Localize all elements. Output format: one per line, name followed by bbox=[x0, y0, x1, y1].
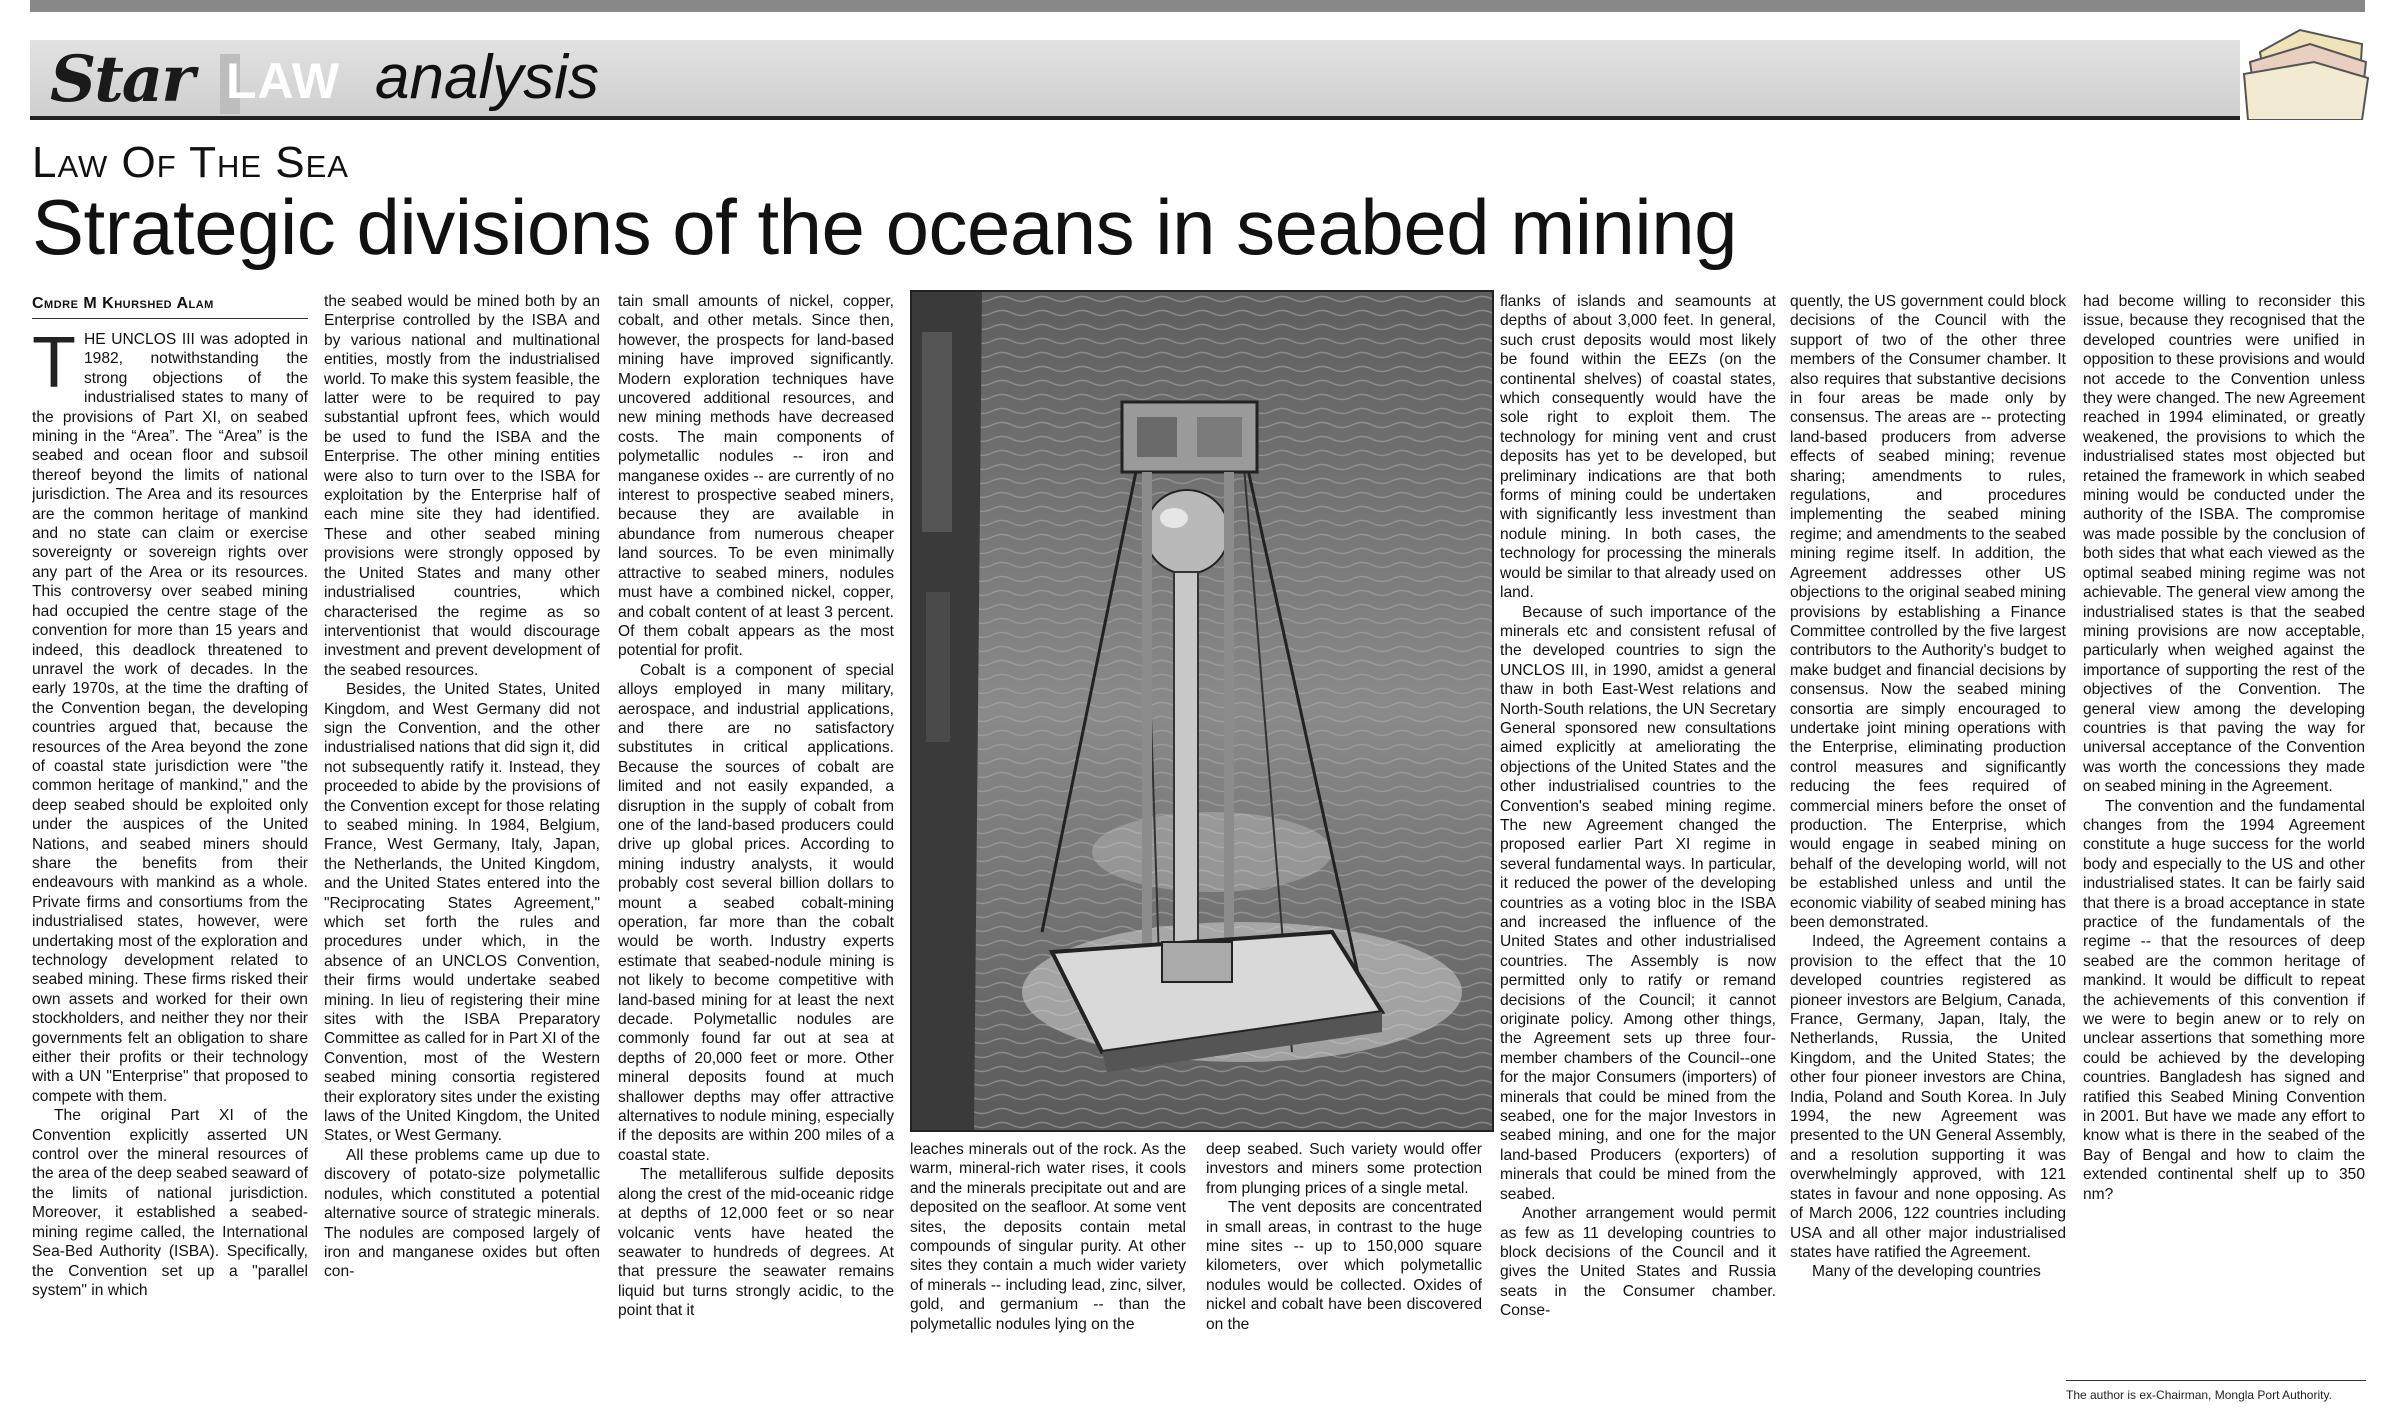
paragraph: Many of the developing countries bbox=[1812, 1263, 2041, 1281]
article-byline: Cmdre M Khurshed Alam bbox=[32, 295, 214, 312]
section-banner bbox=[30, 40, 2240, 120]
article-column-5 bbox=[1206, 1140, 1482, 1398]
article-column-2 bbox=[324, 292, 600, 1398]
paragraph: leaches minerals out of the rock. As the warm, mineral-rich water rises, it cools and the minerals precipitate out and are deposited on the seafloor. At some vent sites, the deposits contain metal compounds of singular purity. At other sites they contain a much wider variety of minerals -- including lead, zinc, silver, gold, and germanium -- than the polymetallic nodules lying on the bbox=[910, 1141, 1186, 1333]
article-column-7 bbox=[1790, 292, 2066, 1398]
article-column-3 bbox=[618, 292, 894, 1398]
footnote-rule bbox=[2066, 1380, 2366, 1381]
paragraph: The convention and the fundamental changes from the 1994 Agreement constitute a huge success for the world body and especially to the US and other industrialised states. It can be fairly said that there is a broad acceptance in state practice of the fundamentals of the regime -- that the resources of deep seabed are the common heritage of mankind. It would be difficult to repeat the achievements of this convention if we were to begin anew or to rely on unclear assertions that something more could be achieved by the developing countries. Bangladesh has signed and ratified this Seabed Mining Convention in 2001. But have we made any effort to know what is there in the seabed of the Bay of Bengal and how to claim the extended continental shelf up to 350 nm? bbox=[2083, 797, 2365, 1203]
article-headline: Strategic divisions of the oceans in seabed mining bbox=[32, 183, 1738, 271]
section-suffix: analysis bbox=[375, 43, 599, 112]
article-column-1 bbox=[32, 330, 308, 1398]
masthead-logo: Star bbox=[50, 42, 193, 117]
article-kicker: Law Of The Sea bbox=[32, 138, 349, 187]
paragraph: The metalliferous sulfide deposits along the crest of the mid-oceanic ridge at depths of 12,000 feet or so near volcanic vents have heated the seawater to hundreds of degrees. At that pressure the seawater remains liquid but turns strongly acidic, to the point that it bbox=[618, 1166, 894, 1320]
banner-background bbox=[30, 40, 2240, 116]
paragraph: had become willing to reconsider this issue, because they recognised that the developed countries were unified in opposition to these provisions and would not accede to the Convention unless they were changed. The new Agreement reached in 1994 eliminated, or greatly weakened, the provisions to which the industrialised states most objected but retained the framework in which seabed mining would be conducted under the authority of the ISBA. The compromise was made possible by the conclusion of both sides that what each viewed as the optimal seabed mining regime was not achievable. The general view among the industrialised states is that the seabed mining provisions are now acceptable, particularly when weighed against the importance of supporting the rest of the objectives of the Convention. The general view among the developing countries is that paving the way for universal acceptance of the Convention was worth the concessions they made on seabed mining in the Agreement. bbox=[2083, 293, 2365, 796]
seabed-mining-photo bbox=[910, 290, 1494, 1132]
drop-cap: T bbox=[32, 330, 76, 403]
byline-rule bbox=[32, 318, 308, 319]
folder-icon bbox=[2240, 22, 2370, 120]
paragraph: tain small amounts of nickel, copper, cobalt, and other metals. Since then, however, the prospects for land-based mining have improved significantly. Modern exploration techniques have uncovered additional resources, and new mining methods have decreased costs. The main components of polymetallic nodules -- iron and manganese oxides -- are currently of no interest to prospective seabed miners, because they are available in abundance from numerous cheaper land sources. To be even minimally attractive to seabed miners, nodules must have a combined nickel, copper, and cobalt content of at least 3 percent. Of them cobalt appears as the most potential for profit. bbox=[618, 293, 894, 660]
paragraph: Another arrangement would permit as few as 11 developing countries to block decisions of the Council and it gives the United States and Russia seats in the Consumer chamber. Conse- bbox=[1500, 1205, 1776, 1320]
paragraph: flanks of islands and seamounts at depths of about 3,000 feet. In general, such crust deposits would most likely be found within the EEZs (on the continental shelves) of coastal states, which consequently would have the sole right to exploit them. The technology for mining vent and crust deposits has yet to be developed, but preliminary indications are that both forms of mining could be undertaken with significantly less investment than nodule mining. In both cases, the technology for processing the minerals would be similar to that already used on land. bbox=[1500, 293, 1776, 602]
paragraph: Cobalt is a component of special alloys employed in many military, aerospace, and industrial applications, and there are no satisfactory substitutes in critical applications. Because the sources of cobalt are limited and not easily expanded, a disruption in the supply of cobalt from one of the land-based producers could drive up global prices. According to mining industry analysts, it would probably cost several billion dollars to mount a seabed cobalt-mining operation, far more than the cobalt would be worth. Industry experts estimate that seabed-nodule mining is not likely to become competitive with land-based mining for at least the next decade. Polymetallic nodules are commonly found far out at sea at depths of 20,000 feet or more. Other mineral deposits found at much shallower depths may offer attractive alternatives to nodule mining, especially if the deposits are within 200 miles of a coastal state. bbox=[618, 661, 894, 1164]
author-footnote: The author is ex-Chairman, Mongla Port Authority. bbox=[2066, 1388, 2332, 1402]
paragraph: quently, the US government could block decisions of the Council with the support of two of the other three members of the Consumer chamber. It also requires that substantive decisions in four areas be made only by consensus. The areas are -- protecting land-based producers from adverse effects of seabed mining; revenue sharing; amendments to rules, regulations, and procedures implementing the seabed mining regime; and amendments to the seabed mining regime itself. In addition, the Agreement addresses other US objections to the original seabed mining provisions by establishing a Finance Committee controlled by the five largest contributors to the Authority's budget to make budget and financial decisions by consensus. Now the seabed mining consortia are simply encouraged to undertake joint mining operations with the Enterprise, eliminating production control measures and significantly reducing the fees required of commercial miners before the onset of production. The Enterprise, which would engage in seabed mining on behalf of the developing world, will not be established unless and until the economic viability of seabed mining has been demonstrated. bbox=[1790, 293, 2066, 931]
paragraph: deep seabed. Such variety would offer investors and miners some protection from plunging prices of a single metal. bbox=[1206, 1141, 1482, 1197]
paragraph: The original Part XI of the Convention explicitly asserted UN control over the mineral resources of the area of the deep seabed seaward of the limits of national jurisdiction. Moreover, it established a seabed-mining regime called, the International Sea-Bed Authority (ISBA). Specifically, the Convention set up a "parallel system" in which bbox=[32, 1107, 308, 1299]
paragraph: The vent deposits are concentrated in small areas, in contrast to the huge mine sites -- up to 150,000 square kilometers, over which polymetallic nodules would be collected. Oxides of nickel and cobalt have been discovered on the bbox=[1206, 1199, 1482, 1333]
paragraph: the seabed would be mined both by an Enterprise controlled by the ISBA and by various national and multinational entities, mostly from the industrialised world. To make this system feasible, the latter were to be required to pay substantial upfront fees, which would be used to fund the ISBA and the Enterprise. The other mining entities were also to turn over to the ISBA for exploitation by the Enterprise half of each mine site they had identified. These and other seabed mining provisions were strongly opposed by the United States and many other industrialised countries, which characterised the regime as so interventionist that would discourage investment and prevent development of the seabed resources. bbox=[324, 293, 600, 679]
paragraph: Indeed, the Agreement contains a provision to the effect that the 10 developed countries registered as pioneer investors are Belgium, Canada, France, Germany, Japan, Italy, the Netherlands, Russia, the United Kingdom, and the United States; the other four pioneer investors are China, India, Poland and South Korea. In July 1994, the new Agreement was presented to the UN General Assembly, and a resolution supporting it was overwhelmingly approved, with 121 states in favour and none opposing. As of March 2006, 122 countries including USA and all other major industrialised states have ratified the Agreement. bbox=[1790, 933, 2066, 1261]
photo-illustration bbox=[912, 292, 1492, 1130]
article-column-6 bbox=[1500, 292, 1776, 1398]
paragraph: All these problems came up due to discovery of potato-size polymetallic nodules, which constituted a potential alternative source of strategic minerals. The nodules are composed largely of iron and manganese oxides but often con- bbox=[324, 1146, 600, 1281]
top-rule bbox=[30, 0, 2365, 12]
article-column-8 bbox=[2083, 292, 2365, 1372]
paragraph: Because of such importance of the minerals etc and consistent refusal of the developed countries to sign the UNCLOS III, in 1990, amidst a general thaw in both East-West relations and North-South relations, the UN Secretary General sponsored new consultations aimed explicitly at ameliorating the objections of the United States and the other industrialised countries to the Convention's seabed mining regime. The new Agreement changed the proposed earlier Part XI regime in several fundamental ways. In particular, it reduced the power of the developing countries as a voting bloc in the ISBA and increased the influence of the United States and other industrialised countries. The Assembly is now permitted only to ratify or remand decisions of the Council; it cannot originate policy. Among other things, the Agreement sets up three four-member chambers of the Council--one for the major Consumers (importers) of minerals that could be mined from the seabed, one for the major Investors in seabed mining, and one for the major land-based Producers (exporters) of minerals that could be mined from the seabed. bbox=[1500, 603, 1776, 1203]
section-label: LAW bbox=[226, 53, 341, 109]
paragraph: HE UNCLOS III was adopted in 1982, notwithstanding the strong objections of the industrialised states to many of the provisions of Part XI, on seabed mining in the “Area”. The “Area” is the seabed and ocean floor and subsoil thereof beyond the limits of national jurisdiction. The Area and its resources are the common heritage of mankind and no state can claim or exercise sovereignty or sovereign rights over any part of the Area or its resources. This controversy over seabed mining had occupied the centre stage of the convention for more than 15 years and indeed, this deadlock threatened to unravel the work of decades. In the early 1970s, at the time the drafting of the Convention began, the developing countries argued that, because the resources of the Area beyond the zone of coastal state jurisdiction were "the common heritage of mankind," and the deep seabed should be exploited only under the auspices of the United Nations, and seabed miners should share the benefits from their endeavours with mankind as a whole. Private firms and consortiums from the industrialised states, however, were undertaking most of the exploration and technology development related to seabed mining. These firms risked their own assets and worked for their own stockholders, and neither they nor their governments felt an obligation to share either their profits or their technology with a UN "Enterprise" that proposed to compete with them. bbox=[32, 331, 308, 1105]
article-column-4 bbox=[910, 1140, 1186, 1398]
paragraph: Besides, the United States, United Kingdom, and West Germany did not sign the Convention, and the other industrialised nations that did sign it, did not subsequently ratify it. Instead, they proceeded to abide by the provisions of the Convention except for those relating to seabed mining. In 1984, Belgium, France, West Germany, Italy, Japan, the Netherlands, the United Kingdom, and the United States entered into the "Reciprocating States Agreement," which set forth the rules and procedures under which, in the absence of an UNCLOS Convention, their firms would undertake seabed mining. In lieu of registering their mine sites with the ISBA Preparatory Committee as called for in Part XI of the Convention, most of the Western seabed mining consortia registered their exploratory sites under the existing laws of the United Kingdom, the United States, or West Germany. bbox=[324, 681, 600, 1145]
